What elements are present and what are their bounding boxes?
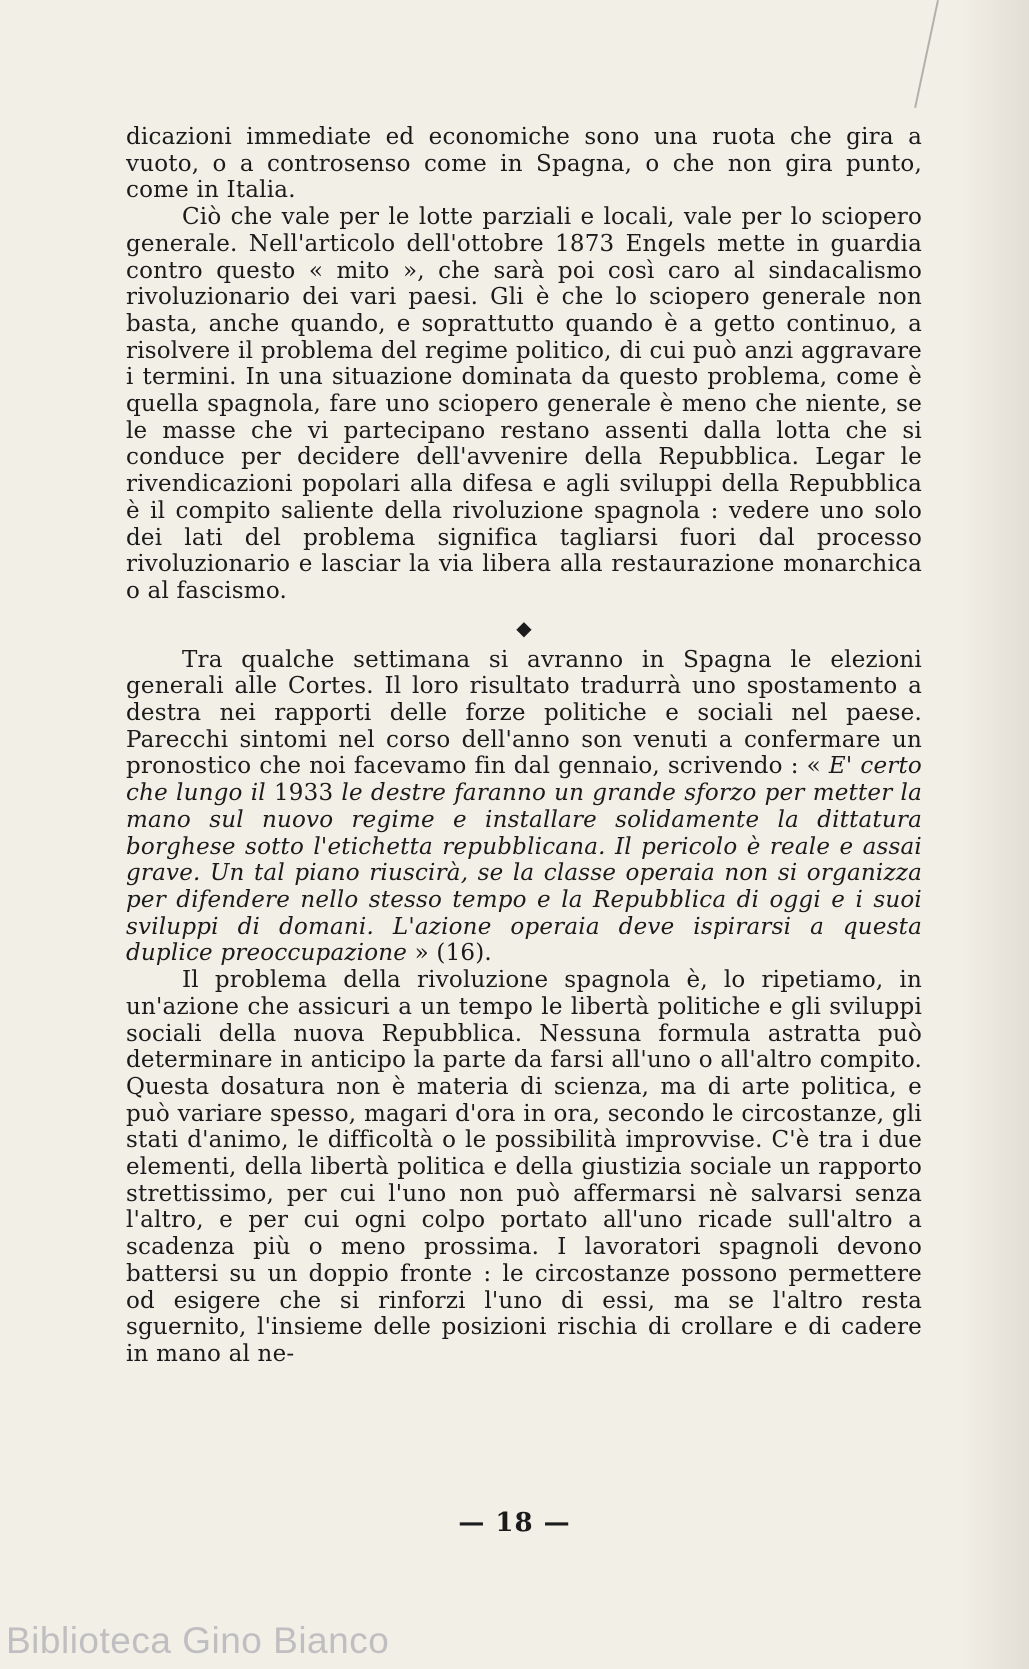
paragraph-2: [126, 204, 922, 605]
text-segment: 1933: [273, 780, 342, 807]
text-segment: Ciò che vale per le lotte parziali e locali, vale per lo sciopero generale. Nell'articolo dell'ottobre 1873 Engels mette in guardia contro questo « mito », che sarà poi così caro al sindacalismo rivoluzionario dei vari paesi. Gli è che lo sciopero generale non basta, anche quando, e soprattutto quando è a getto continuo, a risolvere il problema del regime politico, di cui può anzi aggravare i termini. In una situazione dominata da questo problema, come è quella spagnola, fare uno sciopero generale è meno che niente, se le masse che vi partecipano restano assenti dalla lotta che si conduce per decidere dell'avvenire della Repubblica. Legar le rivendicazioni popolari alla difesa e agli sviluppi della Repubblica è il compito saliente della rivoluzione spagnola : vedere uno solo dei lati del problema significa tagliarsi fuori dal processo rivoluzionario e lasciar la via libera alla restaurazione monarchica o al fascismo.: [126, 204, 922, 604]
library-watermark: Biblioteca Gino Bianco: [6, 1620, 390, 1661]
text-segment: » (16).: [407, 940, 492, 967]
section-separator-icon: ◆: [516, 615, 532, 640]
text-segment: Tra qualche settimana si avranno in Spagna le elezioni generali alle Cortes. Il loro risultato tradurrà uno spostamento a destra nei rapporti delle forze politiche e sociali nel paese. Parecchi sintomi nel corso dell'anno son venuti a confermare un pronostico che noi facevamo fin dal gennaio, scrivendo : «: [126, 646, 922, 780]
page-shadow: [959, 0, 1029, 1669]
italic-quote-segment: le destre faranno un grande sforzo per metter la mano sul nuovo regime e installare solidamente la dittatura borghese sotto l'etichetta repubblicana. Il pericolo è reale e assai grave. Un tal piano riuscirà, se la classe operaia non si organizza per difendere nello stesso tempo e la Repubblica di oggi e i suoi sviluppi di domani. L'azione operaia deve ispirarsi a questa duplice preoccupazione: [126, 780, 923, 967]
paragraph-1: [126, 124, 922, 204]
italic-quote-segment: E' certo che lungo il: [126, 753, 922, 807]
text-segment: dicazioni immediate ed economiche sono una ruota che gira a vuoto, o a controsenso come in Spagna, o che non gira punto, come in Italia.: [126, 124, 922, 204]
paragraph-4: [126, 967, 922, 1368]
text-segment: Il problema della rivoluzione spagnola è, lo ripetiamo, in un'azione che assicuri a un tempo le libertà politiche e gli sviluppi sociali della nuova Repubblica. Nessuna formula astratta può determinare in anticipo la parte da farsi all'uno o all'altro compito. Questa dosatura non è materia di scienza, ma di arte politica, e può variare spesso, magari d'ora in ora, secondo le circostanze, gli stati d'animo, le difficoltà o le possibilità improvvise. C'è tra i due elementi, della libertà politica e della giustizia sociale un rapporto strettissimo, per cui l'uno non può affermarsi nè salvarsi senza l'altro, e per cui ogni colpo portato all'uno ricade sull'altro a scadenza più o meno prossima. I lavoratori spagnoli devono battersi su un doppio fronte : le circostanze possono permettere od esigere che si rinforzi l'uno di essi, ma se l'altro resta sguernito, l'insieme delle posizioni rischia di crollare e di cadere in mano al ne-: [126, 967, 922, 1367]
page-number: — 18 —: [458, 1508, 571, 1538]
page-edge-mark: [914, 0, 939, 108]
body-text: [126, 124, 922, 1368]
paragraph-3: [126, 647, 922, 967]
